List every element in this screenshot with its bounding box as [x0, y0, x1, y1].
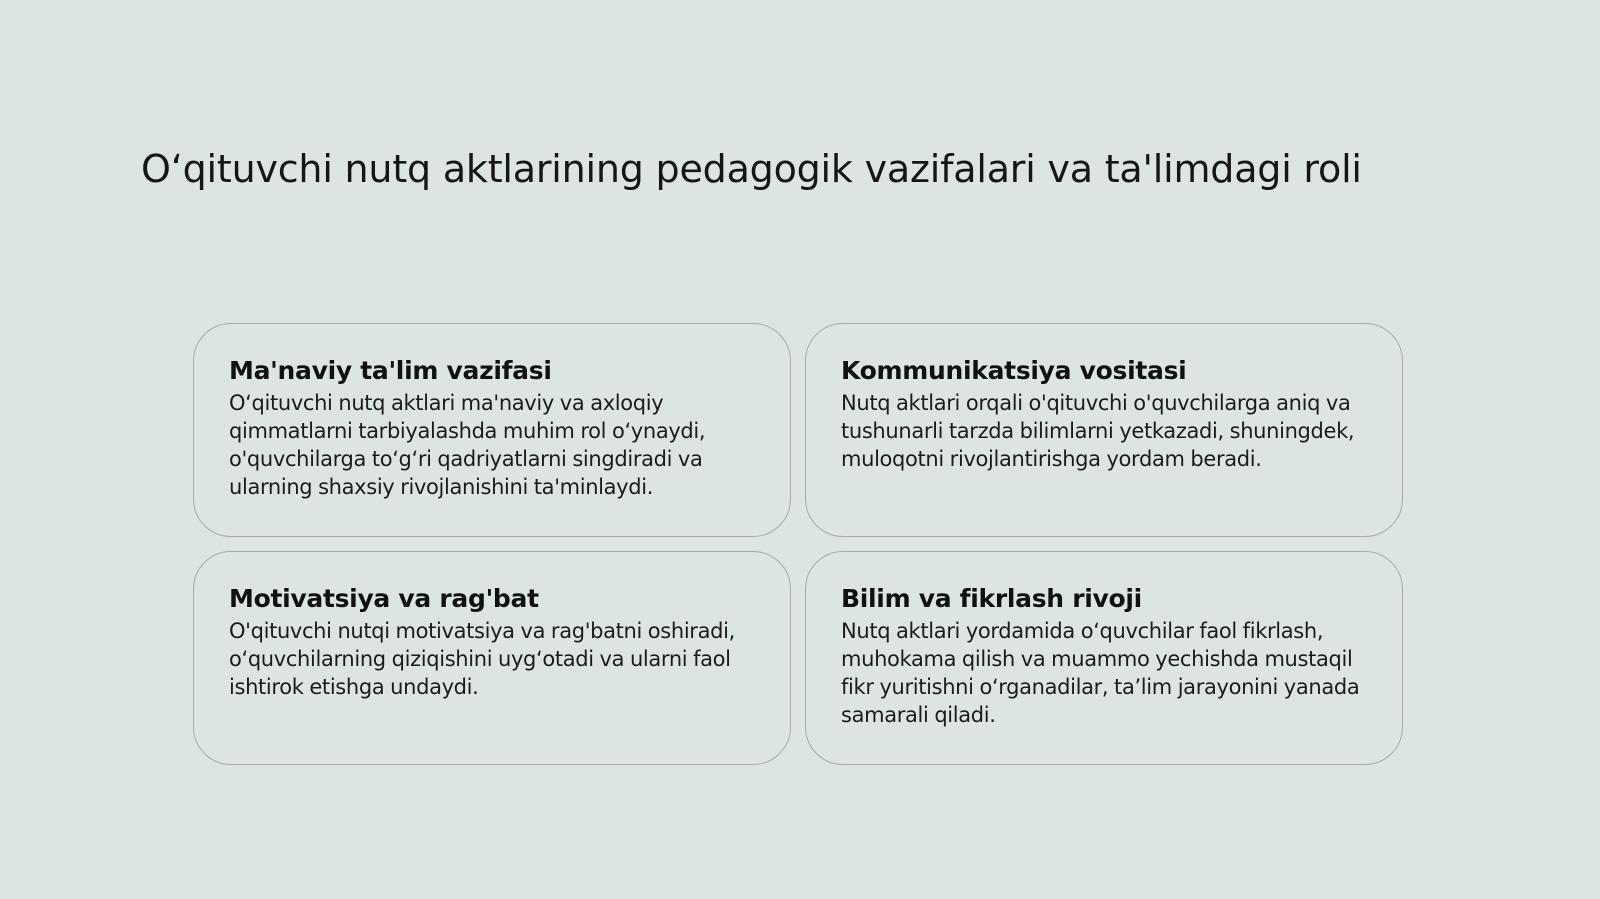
card-title: Motivatsiya va rag'bat	[229, 584, 539, 613]
card-manaviy-talim	[193, 323, 791, 537]
card-body: Nutq aktlari yordamida o‘quvchilar faol fikrlash, muhokama qilish va muammo yechishda mustaqil fikr yuritishni o‘rganadilar, ta’lim jarayonini yanada samarali qiladi.	[841, 619, 1360, 727]
card-body: Nutq aktlari orqali o'qituvchi o'quvchilarga aniq va tushunarli tarzda bilimlarni yetkazadi, shuningdek, muloqotni rivojlantirishga yordam beradi.	[841, 391, 1355, 471]
card-body: O'qituvchi nutqi motivatsiya va rag'batni oshiradi, o‘quvchilarning qiziqishini uyg‘otadi va ularni faol ishtirok etishga undaydi.	[229, 619, 735, 699]
card-title: Bilim va fikrlash rivoji	[841, 584, 1142, 613]
card-motivatsiya	[193, 551, 791, 765]
card-bilim-fikrlash	[805, 551, 1403, 765]
slide-title: O‘qituvchi nutq aktlarining pedagogik vazifalari va ta'limdagi roli	[141, 147, 1362, 191]
cards-grid	[193, 323, 1407, 767]
card-body: O‘qituvchi nutq aktlari ma'naviy va axloqiy qimmatlarni tarbiyalashda muhim rol o‘ynaydi, o'quvchilarga to‘g‘ri qadriyatlarni singdiradi va ularning shaxsiy rivojlanishini ta'minlaydi.	[229, 391, 706, 499]
card-kommunikatsiya	[805, 323, 1403, 537]
card-title: Ma'naviy ta'lim vazifasi	[229, 356, 552, 385]
card-title: Kommunikatsiya vositasi	[841, 356, 1187, 385]
